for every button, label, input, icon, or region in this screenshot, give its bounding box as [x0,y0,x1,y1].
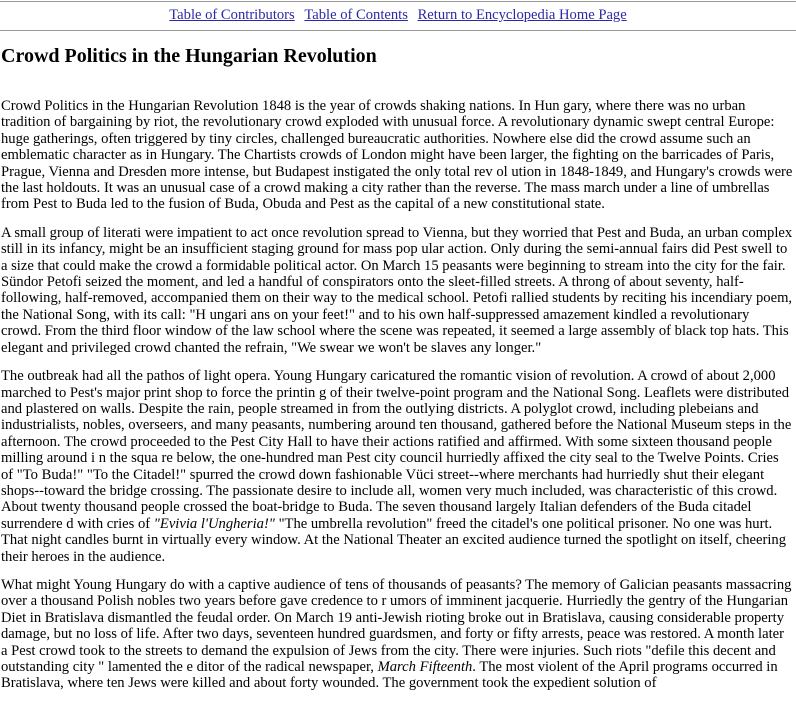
encyclopedia-home-link[interactable]: Return to Encyclopedia Home Page [417,7,627,23]
top-navigation [0,7,796,24]
paragraph-text: The outbreak had all the pathos of light opera. Young Hungary caricatured the romantic vision of revolution. A crowd of about 2,000 marched to Pest's major print shop to force the printin g of their twelve-point program and the National Song. Leaflets were distributed and plastered on walls. Despite the rain, people streamed in from the outlying districts. A polyglot crowd, including plebeians and industrialists, nobles, overseers, and many peasants, numbering around ten thousand, gathered before the National Museum steps in the afternoon. The crowd proceeded to the Pest City Hall to have their actions ratified and affirmed. With some sixteen thousand people milling around i n the squa re below, the one-hundred man Pest city council hurriedly affixed the city seal to the Twelve Points. Cries of "To Buda!" "To the Citadel!" spurred the crowd down fashionable Vüci street--where merchants had hurriedly shut their elegant shops--toward the bridge crossing. The passionate desire to include all, women very much included, was characteristic of this crowd. About twenty thousand people crossed the boat-bridge to Buda. The seven thousand largely Italian defenders of the Buda citadel surrendere d with cries of [1,368,792,532]
page-title: Crowd Politics in the Hungarian Revolution [1,45,377,67]
paragraph [1,98,793,213]
italic-quote: "Evivia l'Ungheria!" [153,515,275,532]
newspaper-title: March Fifteenth [377,659,473,675]
paragraph-text: . The most violent of the April programs occurred in Bratislava, where ten Jews were killed and about forty wounded. The government took the expedient solution of [1,659,778,692]
nav-divider [0,30,796,31]
table-of-contributors-link[interactable]: Table of Contributors [169,7,295,23]
paragraph-text: "The umbrella revolution" freed the citadel's one political prisoner. No one was hurt. That night candles burnt in virtually every window. At the National Theater an excited audience turned the spotlight on itself, cheering their heroes in the audience. [1,515,786,565]
paragraph-text: A small group of literati were impatient to act once revolution spread to Vienna, but they worried that Pest and Buda, an urban complex still in its infancy, might be an insufficient staging ground for mass pop ular action. Only during the semi-annual fairs did Pest swell to a size that could make the crowd a formidable political actor. On March 15 peasants were beginning to stream into the city for the fair. Sündor Petofi seized the moment, and led a handful of conspirators onto the sleet-filled streets. A throng of about seventy, half-following, half-removed, accompanied them on their way to the medical school. Petofi rallied students by reciting his incendiary poem, the National Song, with its call: "H ungari ans on your feet!" and to his own half-suppressed amazement kindled a revolutionary crowd. From the third floor window of the law school where the scene was repeated, it seemed a large assembly of black top hats. This elegant and privileged crowd chanted the refrain, "We swear we won't be slaves any longer." [1,224,793,356]
paragraph-text: What might Young Hungary do with a captive audience of tens of thousands of peasants? The memory of Galician peasants massacring over a thousand Polish nobles two years before gave credence to r umors of imminent jacquerie. Hurriedly the gentry of the Hungarian Diet in Bratislava dismantled the feudal order. On March 19 anti-Jewish rioting broke out in Bratislava, causing considerable property damage, but no loss of life. After two days, seventeen hundred guardsmen, and forty or fifty arrests, peace was restored. A month later a Pest crowd took to the streets to demand the expulsion of Jews from the city. There were injuries. Such riots "defile this decent and outstanding city " lamented the e ditor of the radical newspaper, [1,576,792,675]
paragraph [1,225,793,356]
table-of-contents-link[interactable]: Table of Contents [304,7,408,23]
paragraph [1,577,793,692]
paragraph [1,368,793,565]
article-body [1,98,793,704]
paragraph-text: Crowd Politics in the Hungarian Revolution 1848 is the year of crowds shaking nations. In Hun gary, where there was no urban tradition of bargaining by riot, the revolutionary crowd exploded with unusual force. A revolutionary dynamic swept central Europe: huge gatherings, often triggered by tiny circles, challenged bureaucratic authorities. Nowhere else did the crowd assume such an emblematic character as in Hungary. The Chartists crowds of London might have been larger, the fighting on the barricades of Paris, Prague, Vienna and Dresden more intense, but Budapest instigated the only total rev ol ution in 1848-1849, and Hungary's crowds were the last holdouts. It was an unusual case of a crowd making a city rather than the reverse. The mass march under a line of umbrellas from Pest to Buda led to the fusion of Buda, Obuda and Pest as the capital of a new constitutional state. [1,98,793,213]
top-divider [0,1,796,2]
